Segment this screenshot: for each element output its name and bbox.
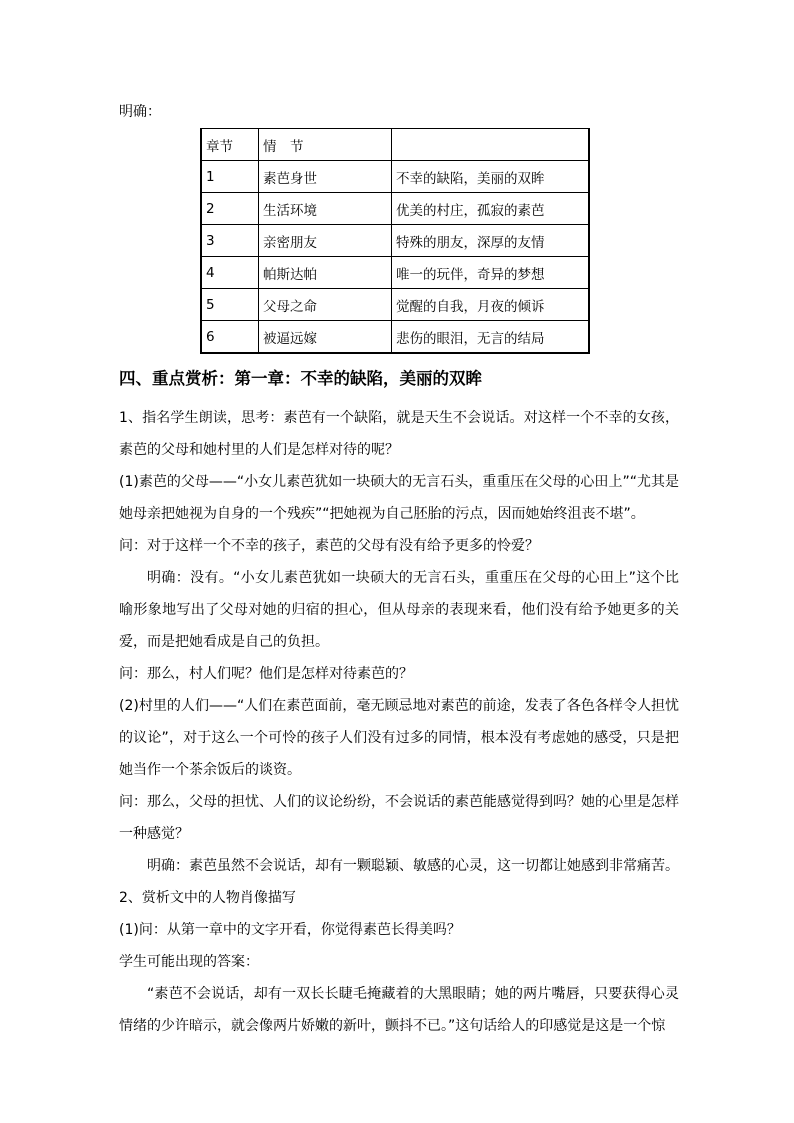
chapter-summary: 优美的村庄，孤寂的素芭 xyxy=(392,193,590,225)
table-row xyxy=(201,225,589,257)
question: 问：那么，村人们呢？他们是怎样对待素芭的？ xyxy=(119,666,413,682)
chapter-summary: 唯一的玩伴，奇异的梦想 xyxy=(392,257,590,289)
chapter-title: 亲密朋友 xyxy=(259,225,392,257)
chapter-number: 2 xyxy=(201,193,259,225)
paragraph: (2)村里的人们——“人们在素芭面前，毫无顾忌地对素芭的前途，发表了各色各样令人担忧的议论”，对于这么一个可怜的孩子人们没有过多的同情，根本没有考虑她的感受，只是把她当作一个茶余饭后的谈资。 xyxy=(119,698,679,778)
table-row xyxy=(201,289,589,321)
paragraph: (1)素芭的父母——“小女儿素芭犹如一块硕大的无言石头，重重压在父母的心田上”“尤其是她母亲把她视为自身的一个残疾”“把她视为自己胚胎的污点，因而她始终沮丧不堪”。 xyxy=(119,474,679,522)
question: 问：对于这样一个不幸的孩子，素芭的父母有没有给予更多的怜爱？ xyxy=(119,538,539,554)
answer: 明确：素芭虽然不会说话，却有一颗聪颖、敏感的心灵，这一切都让她感到非常痛苦。 xyxy=(147,858,679,874)
table-row xyxy=(201,257,589,289)
chapter-summary: 特殊的朋友，深厚的友情 xyxy=(392,225,590,257)
table-header-row xyxy=(201,129,589,161)
chapter-summary: 不幸的缺陷，美丽的双眸 xyxy=(392,161,590,193)
chapter-number: 3 xyxy=(201,225,259,257)
body-text xyxy=(119,402,679,1042)
chapter-title: 被逼远嫁 xyxy=(259,321,392,354)
chapter-number: 6 xyxy=(201,321,259,354)
chapter-table xyxy=(200,128,590,354)
header-cell-empty xyxy=(392,129,590,161)
header-cell-plot: 情 节 xyxy=(259,129,392,161)
chapter-number: 4 xyxy=(201,257,259,289)
paragraph: 1、指名学生朗读，思考：素芭有一个缺陷，就是天生不会说话。对这样一个不幸的女孩，素芭的父母和她村里的人们是怎样对待的呢？ xyxy=(119,410,679,458)
chapter-title: 生活环境 xyxy=(259,193,392,225)
table-row xyxy=(201,321,589,354)
chapter-title: 父母之命 xyxy=(259,289,392,321)
question: (1)问：从第一章中的文字开看，你觉得素芭长得美吗？ xyxy=(119,922,461,938)
table-row xyxy=(201,193,589,225)
paragraph: 学生可能出现的答案： xyxy=(119,954,259,970)
section-heading: 四、重点赏析：第一章：不幸的缺陷，美丽的双眸 xyxy=(119,369,482,388)
table-row xyxy=(201,161,589,193)
answer: 明确：没有。“小女儿素芭犹如一块硕大的无言石头，重重压在父母的心田上”这个比喻形象地写出了父母对她的归宿的担心，但从母亲的表现来看，他们没有给予她更多的关爱，而是把她看成是自己的负担。 xyxy=(119,570,679,650)
chapter-title: 帕斯达帕 xyxy=(259,257,392,289)
chapter-title: 素芭身世 xyxy=(259,161,392,193)
quoted-passage: “素芭不会说话，却有一双长长睫毛掩藏着的大黑眼睛；她的两片嘴唇，只要获得心灵情绪的少许暗示，就会像两片娇嫩的新叶，颤抖不已。”这句话给人的印感觉是这是一个惊 xyxy=(119,986,679,1034)
chapter-summary: 觉醒的自我，月夜的倾诉 xyxy=(392,289,590,321)
question: 问：那么，父母的担忧、人们的议论纷纷，不会说话的素芭能感觉得到吗？她的心里是怎样一种感觉？ xyxy=(119,794,679,842)
header-cell-chapter: 章节 xyxy=(201,129,259,161)
chapter-number: 1 xyxy=(201,161,259,193)
intro-label: 明确： xyxy=(119,104,161,120)
chapter-summary: 悲伤的眼泪，无言的结局 xyxy=(392,321,590,354)
chapter-number: 5 xyxy=(201,289,259,321)
paragraph: 2、赏析文中的人物肖像描写 xyxy=(119,890,296,906)
